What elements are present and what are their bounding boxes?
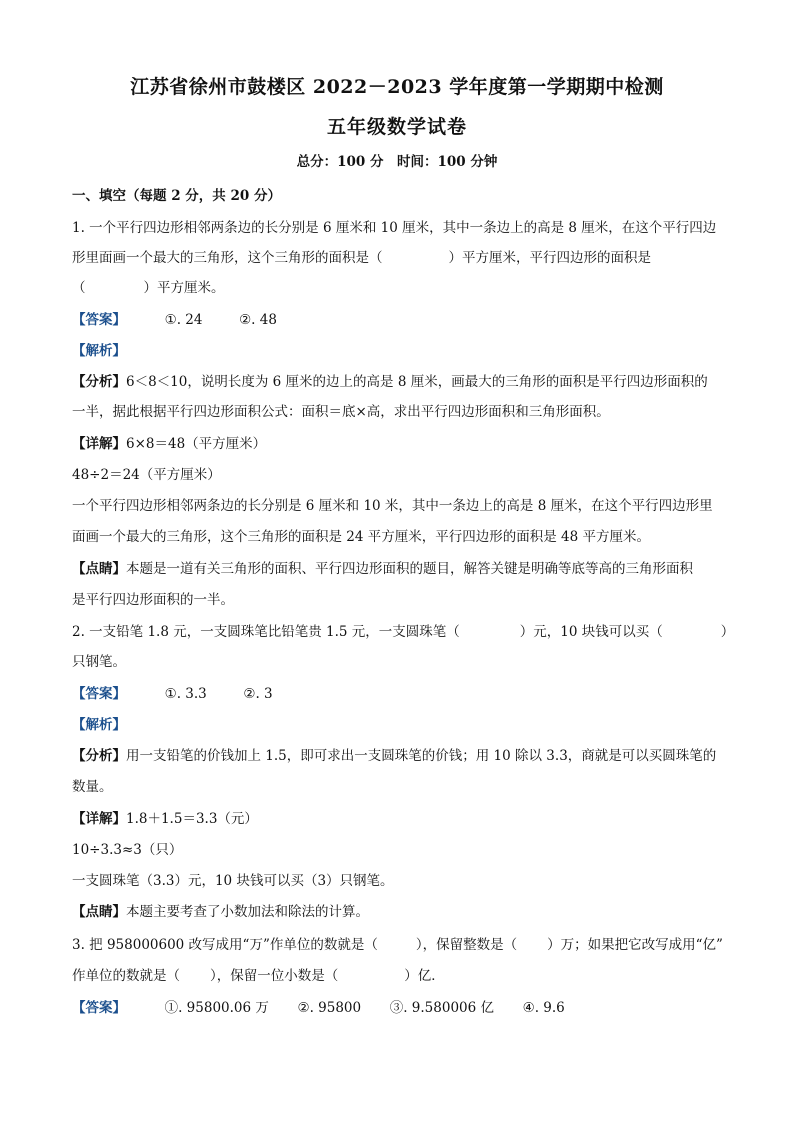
q2-text-part: ） xyxy=(720,624,735,640)
q2-text-line1 xyxy=(72,620,735,640)
q1-answer-2: ②. 48 xyxy=(239,312,277,328)
q2-xiangjie-line3: 一支圆珠笔（3.3）元，10 块钱可以买（3）只钢笔。 xyxy=(72,873,394,889)
q3-text-part: 作单位的数就是（ xyxy=(72,968,180,984)
fenxi-label: 【分析】 xyxy=(72,374,126,390)
q3-answer-row xyxy=(72,996,732,1016)
q2-text-line2: 只钢笔。 xyxy=(72,654,126,670)
q1-xiangjie-text: 6×8＝48（平方厘米） xyxy=(126,436,267,452)
jiexi-label: 【解析】 xyxy=(72,717,126,733)
q1-xiangjie-line4: 面画一个最大的三角形，这个三角形的面积是 24 平方厘米，平行四边形的面积是 48 平方厘米。 xyxy=(72,529,651,545)
jiexi-label: 【解析】 xyxy=(72,343,126,359)
q1-text-part: ）平方厘米，平行四边形的面积是 xyxy=(448,250,651,266)
answer-label: 【答案】 xyxy=(72,312,126,328)
dianjing-label: 【点睛】 xyxy=(72,904,126,920)
q3-text-part: ），保留整数是（ xyxy=(415,937,518,953)
section-heading: 一、填空（每题 2 分，共 20 分） xyxy=(72,188,281,204)
q3-text-line2 xyxy=(72,964,732,984)
q2-xiangjie-line1 xyxy=(72,807,732,827)
q3-text-part: 3. 把 958000600 改写成用“万”作单位的数就是（ xyxy=(72,937,378,953)
q1-jiexi-label xyxy=(72,339,732,359)
q1-text-part: （ xyxy=(72,280,86,296)
answer-label: 【答案】 xyxy=(72,686,126,702)
q2-dianjing-line1 xyxy=(72,900,732,920)
page-subtitle: 五年级数学试卷 xyxy=(326,116,467,138)
q3-text-part: ）亿． xyxy=(404,968,445,984)
q1-fenxi-line2: 一半，据此根据平行四边形面积公式：面积＝底×高，求出平行四边形面积和三角形面积。 xyxy=(72,404,610,420)
q2-answer-2: ②. 3 xyxy=(243,686,273,702)
xiangjie-label: 【详解】 xyxy=(72,436,126,452)
q1-fenxi-line1 xyxy=(72,370,732,390)
q1-text-line1: 1. 一个平行四边形相邻两条边的长分别是 6 厘米和 10 厘米，其中一条边上的高是 8 厘米，在这个平行四边 xyxy=(72,220,717,236)
q1-answer-row xyxy=(72,308,732,328)
q1-text-line3 xyxy=(72,276,732,296)
q1-xiangjie-line3: 一个平行四边形相邻两条边的长分别是 6 厘米和 10 米，其中一条边上的高是 8 厘米，在这个平行四边形里 xyxy=(72,498,713,514)
q2-answer-1: ①. 3.3 xyxy=(164,686,207,702)
q2-answer-row xyxy=(72,682,732,702)
page-title: 江苏省徐州市鼓楼区 2022－2023 学年度第一学期期中检测 xyxy=(130,76,664,98)
q2-text-part: ）元，10 块钱可以买（ xyxy=(519,624,663,640)
q2-fenxi-line1 xyxy=(72,744,732,764)
q2-dianjing-text: 本题主要考查了小数加法和除法的计算。 xyxy=(126,904,369,920)
q1-dianjing-line1 xyxy=(72,557,732,577)
q1-dianjing-text: 本题是一道有关三角形的面积、平行四边形面积的题目，解答关键是明确等底等高的三角形面积 xyxy=(126,561,693,577)
q2-xiangjie-text: 1.8＋1.5＝3.3（元） xyxy=(126,811,258,827)
xiangjie-label: 【详解】 xyxy=(72,811,126,827)
q1-dianjing-line2: 是平行四边形面积的一半。 xyxy=(72,592,234,608)
q2-fenxi-line2: 数量。 xyxy=(72,779,113,795)
q3-answer-3: ③. 9.580006 亿 xyxy=(389,1000,495,1016)
q3-text-line1 xyxy=(72,933,732,953)
q3-text-part: ），保留一位小数是（ xyxy=(210,968,339,984)
q1-text-part: ）平方厘米。 xyxy=(143,280,225,296)
answer-label: 【答案】 xyxy=(72,1000,126,1016)
q2-fenxi-text: 用一支铅笔的价钱加上 1.5，即可求出一支圆珠笔的价钱；用 10 除以 3.3，商就是可以买圆珠笔的 xyxy=(126,748,717,764)
q2-jiexi-label xyxy=(72,713,732,733)
q2-xiangjie-line2: 10÷3.3≈3（只） xyxy=(72,842,183,858)
q1-xiangjie-line2: 48÷2＝24（平方厘米） xyxy=(72,467,221,483)
q1-text-part: 形里面画一个最大的三角形，这个三角形的面积是（ xyxy=(72,250,383,266)
q1-answer-1: ①. 24 xyxy=(164,312,203,328)
q1-xiangjie-line1 xyxy=(72,432,732,452)
exam-meta: 总分：100 分 时间：100 分钟 xyxy=(296,154,498,170)
q1-text-line2 xyxy=(72,246,732,266)
fenxi-label: 【分析】 xyxy=(72,748,126,764)
q3-text-part: ）万；如果把它改写成用“亿” xyxy=(547,937,723,953)
q2-text-part: 2. 一支铅笔 1.8 元，一支圆珠笔比铅笔贵 1.5 元，一支圆珠笔（ xyxy=(72,624,460,640)
q3-answer-2: ②. 95800 xyxy=(297,1000,362,1016)
dianjing-label: 【点睛】 xyxy=(72,561,126,577)
q3-answer-1: ①. 95800.06 万 xyxy=(164,1000,269,1016)
q3-answer-4: ④. 9.6 xyxy=(522,1000,565,1016)
q1-fenxi-text: 6＜8＜10，说明长度为 6 厘米的边上的高是 8 厘米，画最大的三角形的面积是平行四边形面积的 xyxy=(126,374,708,390)
